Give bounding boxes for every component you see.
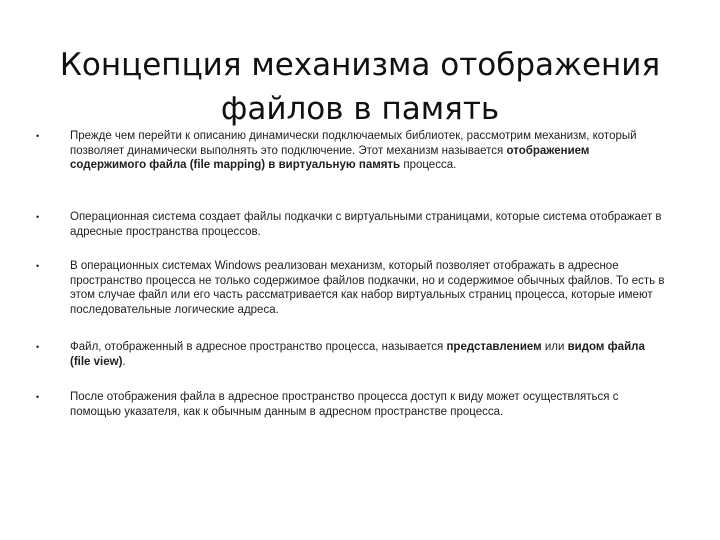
- slide-title-line-2: файлов в память: [220, 90, 500, 127]
- bullet-text-segment: Прежде чем перейти к описанию динамически подключаемых библиотек, рассмотрим механизм, который позволяет динамически выполнять это подключение. Этот механизм называется: [70, 130, 637, 157]
- bullet-text-segment: процесса.: [400, 159, 457, 172]
- bullet-text: [70, 390, 666, 419]
- slide-title: [20, 43, 700, 131]
- bullet-text-segment: Файл, отображенный в адресное пространство процесса, называется: [70, 341, 447, 353]
- bullet-text: [70, 129, 666, 173]
- bullet-text-segment: После отображения файла в адресное пространство процесса доступ к виду может осуществляться с помощью указателя, как к обычным данным в адресном пространстве процесса.: [70, 391, 619, 418]
- bullet-text: [70, 259, 666, 317]
- bullet-text-bold-term: представлением: [446, 341, 542, 353]
- bullet-text-segment: или: [541, 341, 568, 353]
- bullet-text-bold-term: отображением содержимого файла (file mapping) в виртуальную память: [70, 144, 590, 172]
- bullet-text: [70, 340, 666, 369]
- bullet-marker: •: [36, 212, 40, 222]
- bullet-text: [70, 210, 666, 239]
- bullet-text-segment: Операционная система создает файлы подкачки с виртуальными страницами, которые система отображает в адресные пространства процессов.: [70, 211, 662, 238]
- bullet-marker: •: [36, 261, 40, 271]
- bullet-marker: •: [36, 392, 40, 402]
- bullet-text-segment: В операционных системах Windows реализован механизм, который позволяет отображать в адресное пространство процесса не только содержимое файлов подкачки, но и содержимое обычных файлов. То есть в этом случае файл или его часть рассматривается как набор виртуальных страниц процесса, которые имеют последовательные логические адреса.: [70, 260, 665, 316]
- bullet-text-bold-term: видом файла (file view): [70, 341, 645, 368]
- bullet-text-segment: .: [122, 355, 126, 368]
- bullet-marker: •: [36, 131, 40, 141]
- bullet-marker: •: [36, 342, 40, 352]
- slide-title-line-1: Концепция механизма отображения: [59, 46, 661, 83]
